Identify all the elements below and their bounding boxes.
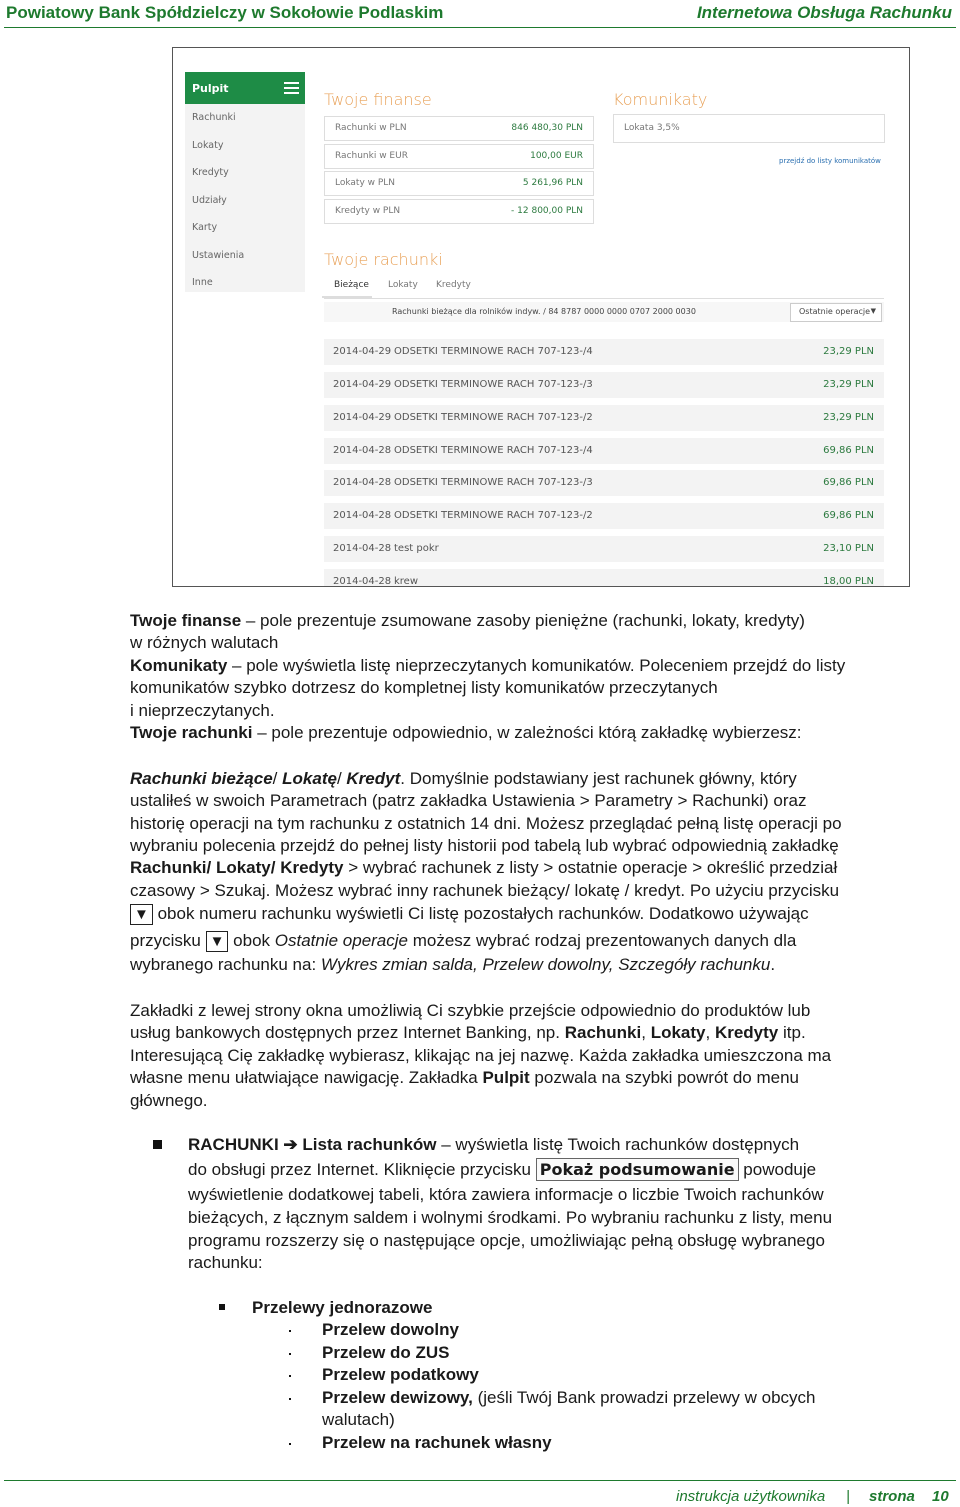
finanse-value: 100,00 EUR <box>530 151 583 161</box>
transaction-name: krew <box>394 576 419 587</box>
sidebar <box>185 72 305 292</box>
bullet-dot-icon <box>289 1443 291 1445</box>
transaction-date: 2014-04-28 <box>333 445 392 456</box>
p4-line8-b: obok <box>228 931 275 950</box>
finanse-row[interactable] <box>324 171 594 196</box>
transaction-name: test pokr <box>394 543 439 554</box>
transaction-row[interactable] <box>324 405 884 431</box>
comma: , <box>641 1023 651 1042</box>
transaction-amount: 23,29 PLN <box>823 346 874 357</box>
term-komunikaty: Komunikaty <box>130 656 228 675</box>
last-operations-dropdown[interactable] <box>790 303 882 322</box>
p5-line2-end: itp. <box>778 1023 806 1042</box>
p6-line5: programu rozszerzy się o następujące opcje, umożliwiając pełną obsługę wybranego <box>188 1231 825 1250</box>
term-rachunki-caps: RACHUNKI <box>188 1135 279 1154</box>
finanse-row[interactable] <box>324 116 594 141</box>
arrow-right-icon: ➔ <box>283 1135 298 1154</box>
p5-line4-c: pozwala na szybki powrót do menu <box>529 1068 799 1087</box>
footer-rule <box>4 1480 956 1481</box>
account-name: Rachunki bieżące dla rolników indyw. / 84 8787 0000 0000 0707 2000 0030 <box>392 307 696 316</box>
transaction-name: ODSETKI TERMINOWE RACH 707-123-/3 <box>394 379 593 390</box>
page-header <box>0 0 960 28</box>
p-komunikaty-text: – pole wyświetla listę nieprzeczytanych komunikatów. Poleceniem przejdź do listy <box>227 656 846 675</box>
dropdown-key-icon: ▼ <box>206 931 229 952</box>
p4-line8-a: przycisku <box>130 931 206 950</box>
term-pulpit: Pulpit <box>482 1068 530 1087</box>
transaction-row[interactable] <box>324 339 884 365</box>
term-rachunki: Rachunki <box>564 1023 642 1042</box>
sidebar-item-ustawienia[interactable]: Ustawienia <box>192 249 245 261</box>
sep: / <box>272 769 278 788</box>
transaction-row[interactable] <box>324 470 884 496</box>
service-name: Internetowa Obsługa Rachunku <box>696 3 952 22</box>
p4-line5 <box>130 857 952 880</box>
p6-line3: wyświetlenie dodatkowej tabeli, która zawiera informacje o liczbie Twoich rachunków <box>188 1185 824 1204</box>
p-komunikaty-line1 <box>130 655 952 678</box>
footer-page-word: strona <box>869 1488 915 1505</box>
list-item-dewizowy-text: (jeśli Twój Bank prowadzi przelewy w obcych <box>472 1388 816 1407</box>
list-item-dewizowy-line2: walutach) <box>322 1410 395 1429</box>
list-head: Przelewy jednorazowe <box>252 1298 433 1317</box>
finanse-row[interactable] <box>324 199 594 224</box>
p-komunikaty-line2: komunikatów szybko dotrzesz do kompletnej listy komunikatów przeczytanych <box>130 678 718 697</box>
transaction-row[interactable] <box>324 372 884 398</box>
transaction-amount: 23,29 PLN <box>823 379 874 390</box>
transaction-row[interactable] <box>324 569 884 587</box>
term-finanse: Twoje finanse <box>130 611 242 630</box>
term-lokate: Lokatę <box>282 769 337 788</box>
caret-down-icon: ▼ <box>870 307 876 315</box>
term-rachunki-biezace: Rachunki bieżące <box>130 769 273 788</box>
p4-line7-text: obok numeru rachunku wyświetli Ci listę pozostałych rachunków. Dodatkowo używając <box>152 904 809 923</box>
term-ostatnie-operacje: Ostatnie operacje <box>274 931 408 950</box>
komunikat-label: Lokata 3,5% <box>624 123 680 133</box>
transaction-amount: 69,86 PLN <box>823 477 874 488</box>
p6-line2-a: do obsługi przez Internet. Kliknięcie przycisku <box>188 1160 531 1179</box>
transaction-name: ODSETKI TERMINOWE RACH 707-123-/3 <box>394 477 593 488</box>
term-przelew-dewizowy: Przelew dewizowy, <box>322 1388 473 1407</box>
transaction-date: 2014-04-29 <box>333 346 392 357</box>
p4-line9 <box>130 954 952 977</box>
sidebar-item-karty[interactable]: Karty <box>192 222 218 233</box>
transaction-amount: 69,86 PLN <box>823 510 874 521</box>
p4-line1 <box>130 768 952 791</box>
p5-line2-a: usług bankowych dostępnych przez Internet Banking, np. <box>130 1023 565 1042</box>
transaction-name: ODSETKI TERMINOWE RACH 707-123-/4 <box>394 445 593 456</box>
bullet-square-icon <box>153 1140 162 1149</box>
p5-line4-a: własne menu ułatwiające nawigację. Zakładka <box>130 1068 483 1087</box>
term-kredyt: Kredyt <box>346 769 401 788</box>
p-rachunki-line1 <box>130 722 952 745</box>
transaction-date: 2014-04-28 <box>333 576 392 587</box>
transaction-row[interactable] <box>324 536 884 562</box>
tab-kredyty[interactable]: Kredyty <box>436 280 471 290</box>
sidebar-item-lokaty[interactable]: Lokaty <box>192 139 224 151</box>
p5-line4 <box>130 1067 952 1090</box>
finanse-value: 5 261,96 PLN <box>522 178 583 188</box>
p6-line1-text: – wyświetla listę Twoich rachunków dostępnych <box>436 1135 800 1154</box>
p6-line6: rachunku: <box>188 1253 263 1272</box>
transaction-amount: 23,10 PLN <box>823 543 874 554</box>
p-finanse-line2: w różnych walutach <box>130 633 279 652</box>
finanse-label: Rachunki w EUR <box>335 151 408 161</box>
term-twoje-rachunki: Twoje rachunki <box>130 723 253 742</box>
transaction-name: ODSETKI TERMINOWE RACH 707-123-/2 <box>394 412 593 423</box>
list-item-przelew-dowolny: Przelew dowolny <box>322 1320 459 1339</box>
finanse-title: Twoje finanse <box>324 90 432 109</box>
bullet-dot-icon <box>289 1398 291 1400</box>
transaction-row[interactable] <box>324 438 884 464</box>
transaction-date: 2014-04-29 <box>333 379 392 390</box>
p4-line7 <box>130 903 952 926</box>
p4-line1-text: . Domyślnie podstawiany jest rachunek główny, który <box>400 769 797 788</box>
sidebar-item-inne[interactable]: Inne <box>192 277 213 288</box>
p4-line3: historię operacji na tym rachunku z ostatnich 14 dni. Możesz przeglądać pełną listę operacji po <box>130 814 842 833</box>
transaction-date: 2014-04-28 <box>333 543 392 554</box>
footer-page-number: 10 <box>932 1488 949 1505</box>
p4-line6: czasowy > Szukaj. Możesz wybrać inny rachunek bieżący/ lokatę / kredyt. Po użyciu przycisku <box>130 881 840 900</box>
tab-lokaty[interactable]: Lokaty <box>388 280 418 290</box>
p4-line8-c: możesz wybrać rodzaj prezentowanych danych dla <box>408 931 797 950</box>
footer-label: instrukcja użytkownika <box>676 1488 826 1505</box>
list-item-przelew-wlasny: Przelew na rachunek własny <box>322 1433 552 1452</box>
active-tab-indicator <box>322 296 372 298</box>
sidebar-item-rachunki[interactable]: Rachunki <box>192 112 236 123</box>
p-komunikaty-line3: i nieprzeczytanych. <box>130 701 275 720</box>
finanse-label: Lokaty w PLN <box>335 178 396 188</box>
bullet-dot-icon <box>289 1353 291 1355</box>
transaction-amount: 69,86 PLN <box>823 445 874 456</box>
bullet-small-square-icon <box>219 1304 225 1310</box>
p4-line8 <box>130 930 952 953</box>
p6-line2-b: powoduje <box>743 1160 817 1179</box>
p-finanse-line1 <box>130 610 952 633</box>
dropdown-key-icon: ▼ <box>130 904 153 925</box>
last-operations-label: Ostatnie operacje <box>799 307 871 316</box>
sidebar-item-pulpit[interactable] <box>185 72 305 104</box>
p5-line5: głównego. <box>130 1091 208 1110</box>
term-lista-rachunkow: Lista rachunków <box>302 1135 437 1154</box>
bullet-dot-icon <box>289 1375 291 1377</box>
rachunki-title: Twoje rachunki <box>324 250 443 269</box>
transaction-name: ODSETKI TERMINOWE RACH 707-123-/2 <box>394 510 593 521</box>
komunikaty-title: Komunikaty <box>613 90 708 109</box>
list-item-przelew-podatkowy: Przelew podatkowy <box>322 1365 479 1384</box>
p5-line2 <box>130 1022 952 1045</box>
transaction-date: 2014-04-28 <box>333 510 392 521</box>
sidebar-item-udzialy[interactable]: Udziały <box>192 194 227 206</box>
p4-line4: wybraniu polecenia przejdź do pełnej listy historii pod tabelą lub wybrać odpowiednią zakładkę <box>130 836 839 855</box>
list-item-przelew-dewizowy <box>322 1387 952 1410</box>
finanse-label: Kredyty w PLN <box>335 206 401 216</box>
komunikaty-list-link[interactable]: przejdź do listy komunikatów <box>779 157 881 165</box>
header-rule <box>4 27 956 28</box>
p-rachunki-text: – pole prezentuje odpowiednio, w zależności którą zakładkę wybierzesz: <box>252 723 802 742</box>
account-selector[interactable] <box>324 302 884 322</box>
finanse-label: Rachunki w PLN <box>335 123 407 133</box>
p6-line1 <box>188 1134 952 1157</box>
transaction-amount: 23,29 PLN <box>823 412 874 423</box>
sidebar-top-label: Pulpit <box>192 81 229 95</box>
finanse-value: 846 480,30 PLN <box>511 123 583 133</box>
p4-line9-options: Wykres zmian salda, Przelew dowolny, Szczegóły rachunku <box>320 955 771 974</box>
p-finanse-text: – pole prezentuje zsumowane zasoby pieniężne (rachunki, lokaty, kredyty) <box>241 611 805 630</box>
list-item-przelew-zus: Przelew do ZUS <box>322 1343 450 1362</box>
p4-line2: ustaliłeś w swoich Parametrach (patrz zakładka Ustawienia > Parametry > Rachunki) oraz <box>130 791 807 810</box>
term-kredyty: Kredyty <box>714 1023 779 1042</box>
rachunki-tabs <box>324 276 884 299</box>
term-lokaty: Lokaty <box>650 1023 706 1042</box>
finanse-row[interactable] <box>324 144 594 169</box>
p4-line9-end: . <box>770 955 776 974</box>
app-screenshot <box>172 47 910 587</box>
bullet-dot-icon <box>289 1330 291 1332</box>
transaction-row[interactable] <box>324 503 884 529</box>
tab-biezace[interactable]: Bieżące <box>334 280 369 290</box>
footer-separator: | <box>846 1488 850 1505</box>
bank-name: Powiatowy Bank Spółdzielczy w Sokołowie Podlaskim <box>6 3 444 22</box>
pokaz-podsumowanie-button: Pokaż podsumowanie <box>536 1158 739 1181</box>
transaction-date: 2014-04-29 <box>333 412 392 423</box>
transaction-name: ODSETKI TERMINOWE RACH 707-123-/4 <box>394 346 593 357</box>
transaction-date: 2014-04-28 <box>333 477 392 488</box>
komunikat-item[interactable] <box>613 114 885 143</box>
sidebar-item-kredyty[interactable]: Kredyty <box>192 167 229 178</box>
transaction-amount: 18,00 PLN <box>823 576 874 587</box>
comma: , <box>705 1023 715 1042</box>
p5-line3: Interesującą Cię zakładkę wybierasz, klikając na jej nazwę. Każda zakładka umieszczona ma <box>130 1046 832 1065</box>
menu-icon[interactable] <box>284 79 299 97</box>
p4-line9-a: wybranego rachunku na: <box>130 955 321 974</box>
finanse-value: - 12 800,00 PLN <box>511 206 583 216</box>
p5-line1: Zakładki z lewej strony okna umożliwią Ci szybkie przejście odpowiednio do produktów lub <box>130 1001 811 1020</box>
p6-line2 <box>188 1158 952 1182</box>
term-rachunki-lokaty-kredyty: Rachunki/ Lokaty/ Kredyty <box>130 858 344 877</box>
p4-line5-text: > wybrać rachunek z listy > ostatnie operacje > określić przedział <box>343 858 838 877</box>
p6-line4: bieżących, z łącznym saldem i wolnymi środkami. Po wybraniu rachunku z listy, menu <box>188 1208 833 1227</box>
sep: / <box>336 769 342 788</box>
